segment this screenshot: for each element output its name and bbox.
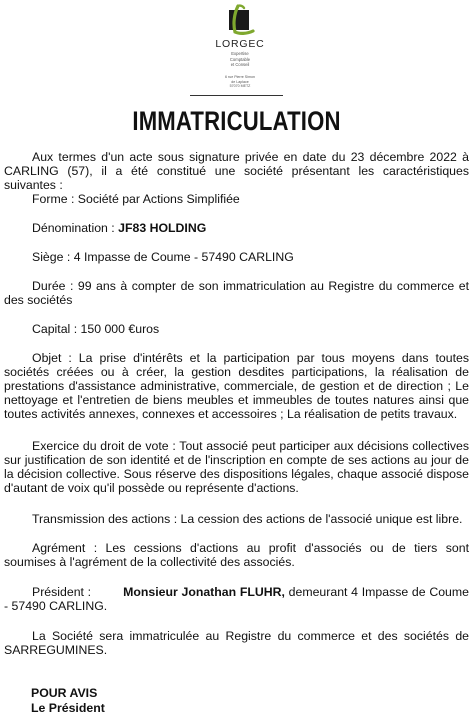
logo-address-line: 6 rue Pierre Simon [225, 75, 255, 79]
header-divider [190, 95, 283, 96]
president-label: Président : [32, 585, 92, 599]
logo-name: LORGEC [215, 38, 265, 50]
president-paragraph [4, 585, 469, 613]
denomination-value: JF83 HOLDING [118, 221, 207, 235]
transmission-text: Transmission des actions : La cession des actions de l'associé unique est libre. [32, 512, 463, 526]
logo-subtitle [205, 51, 275, 68]
president-name: Monsieur Jonathan FLUHR, [123, 585, 285, 599]
immatriculation-text: La Société sera immatriculée au Registre du commerce et des sociétés de SARREGUMINES. [4, 629, 469, 657]
logo-subtitle-line: Comptable [229, 56, 251, 62]
logo-address [205, 75, 275, 89]
lorgec-logo [205, 4, 275, 96]
signature-president: Le Président [31, 701, 105, 715]
capital-text: Capital : 150 000 €uros [32, 322, 160, 336]
duree-paragraph [4, 279, 469, 307]
agrement-text: Agrément : Les cessions d'actions au profit d'associés ou de tiers sont soumises à l'agrément de la collectivité des associés. [4, 541, 469, 569]
duree-text: Durée : 99 ans à compter de son immatriculation au Registre du commerce et des sociétés [4, 279, 469, 307]
objet-text: Objet : La prise d'intérêts et la participation par tous moyens dans toutes sociétés créées ou à créer, la gestion desdites participations, la réalisation de prestations d'assistance administrative, commerciale, de gestion et de direction ; Le nettoyage et l'entretien de biens meubles et immeubles de toutes natures ainsi que toutes activités annexes, connexes et accessoires ; La réalisation de petits travaux. [4, 351, 469, 421]
capital-paragraph [4, 322, 469, 336]
denomination-paragraph [4, 221, 469, 235]
siege-text: Siège : 4 Impasse de Coume - 57490 CARLING [32, 250, 294, 264]
vote-paragraph [4, 439, 469, 495]
vote-text: Exercice du droit de vote : Tout associé peut participer aux décisions collectives sur justification de son identité et de l'inscription en compte de ses actions au jour de la décision collective. Sous réserve des dispositions légales, chaque associé dispose d'autant de voix qu'il possède ou représente d'actions. [4, 439, 469, 495]
forme-paragraph [4, 192, 469, 206]
forme-text: Forme : Société par Actions Simplifiée [32, 192, 240, 206]
intro-text: Aux termes d'un acte sous signature privée en date du 23 décembre 2022 à CARLING (57), il a été constitué une société présentant les caractéristiques suivantes : [4, 150, 469, 192]
objet-paragraph [4, 351, 469, 421]
logo-subtitle-line: et Conseil [230, 62, 250, 68]
logo-subtitle-line: Expertise [231, 51, 249, 56]
notice-title: IMMATRICULATION [132, 106, 341, 136]
agrement-paragraph [4, 541, 469, 569]
transmission-paragraph [4, 512, 469, 526]
signature-pour-avis: POUR AVIS [31, 686, 98, 700]
president-address: demeurant 4 Impasse de Coume - 57490 CARLING. [4, 585, 469, 613]
denomination-label: Dénomination : [32, 221, 119, 235]
lorgec-logo-mark-icon [223, 4, 257, 38]
logo-address-line: 57070 METZ [229, 84, 251, 89]
immatriculation-paragraph [4, 629, 469, 657]
siege-paragraph [4, 250, 469, 264]
intro-paragraph [4, 150, 469, 192]
logo-address-line: de Laplace [231, 79, 249, 84]
